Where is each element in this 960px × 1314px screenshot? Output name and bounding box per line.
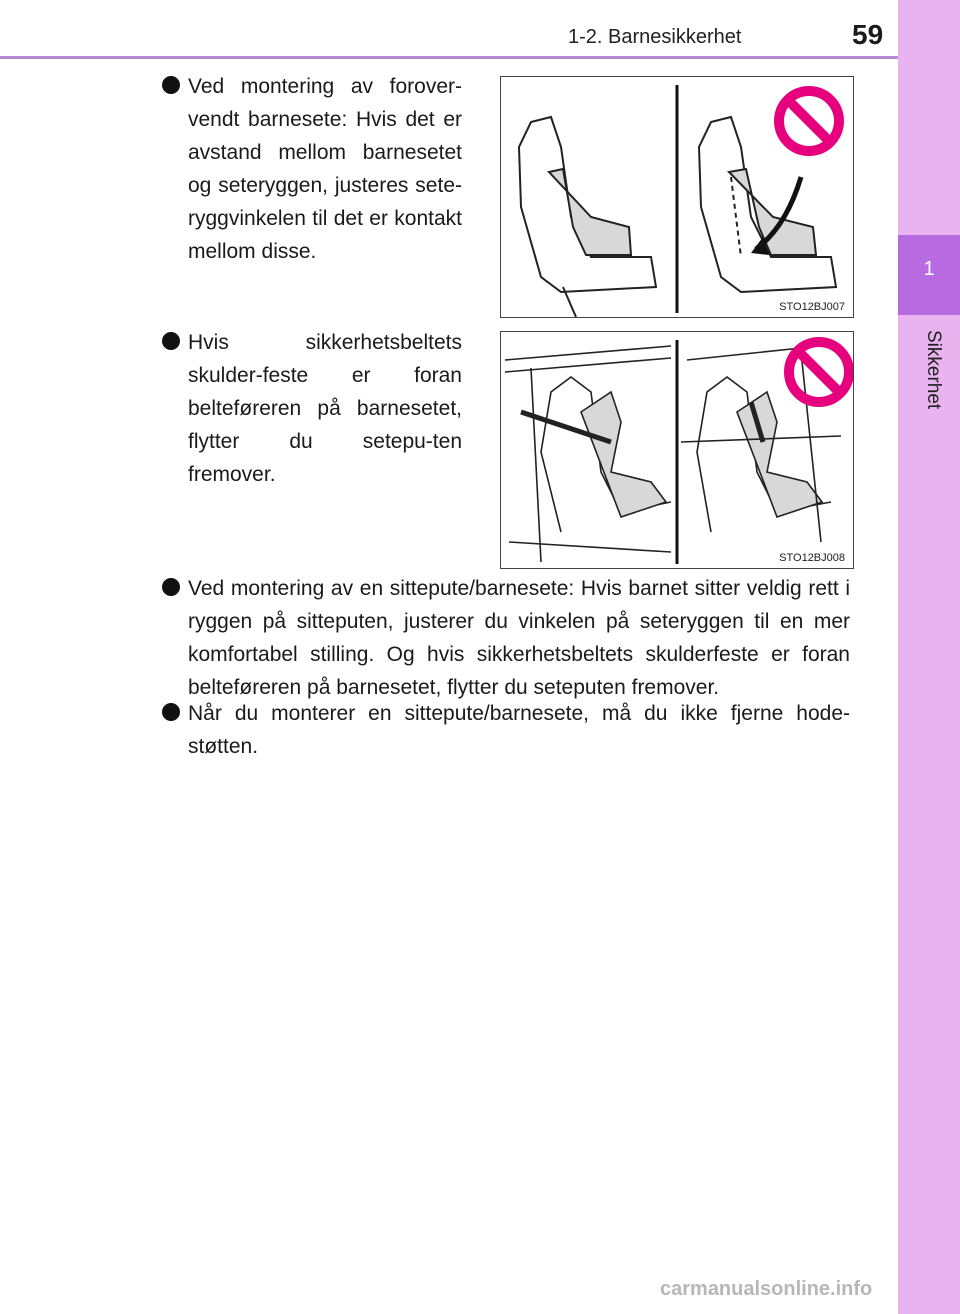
bullet-dot-icon <box>162 578 180 596</box>
figure-belt-guide <box>500 331 854 569</box>
chapter-number: 1 <box>923 258 935 280</box>
belt-guide-illustration <box>501 332 853 568</box>
bullet-item <box>188 326 462 491</box>
bullet-item <box>188 697 850 763</box>
page-number: 59 <box>846 20 889 50</box>
bullet-dot-icon <box>162 76 180 94</box>
bullet-text: Hvis sikkerhetsbeltets skulder-feste er foran belteføreren på barnesetet, flytter du setepu-ten fremover. <box>188 331 462 486</box>
prohibited-icon <box>789 342 849 402</box>
seat-recline-illustration <box>501 77 853 317</box>
bullet-dot-icon <box>162 703 180 721</box>
bullet-text: Når du monterer en sittepute/barnesete, må du ikke fjerne hode-støtten. <box>188 702 850 758</box>
figure-code: STO12BJ007 <box>779 301 845 313</box>
prohibited-icon <box>779 91 839 151</box>
bullet-text: Ved montering av en sittepute/barnesete: Hvis barnet sitter veldig rett i ryggen på sitteputen, justerer du vinkelen på seteryggen til en mer komfortabel stilling. Og hvis sikkerhetsbeltets skulderfeste er foran belteføreren på barnesetet, flytter du seteputen fremover. <box>188 577 850 699</box>
chapter-side-tab <box>898 0 960 1314</box>
bullet-item <box>188 70 462 268</box>
header-rule <box>0 56 898 59</box>
chapter-label: Sikkerhet <box>923 330 944 410</box>
bullet-item <box>188 572 850 704</box>
footer-watermark: carmanualsonline.info <box>660 1278 873 1300</box>
figure-code: STO12BJ008 <box>779 552 845 564</box>
bullet-text: Ved montering av forover-vendt barnesete: Hvis det er avstand mellom barnesetet og seteryggen, justeres sete-ryggvinkelen til det er kontakt mellom disse. <box>188 75 462 263</box>
section-title: 1-2. Barnesikkerhet <box>568 26 742 48</box>
figure-seat-recline <box>500 76 854 318</box>
bullet-dot-icon <box>162 332 180 350</box>
